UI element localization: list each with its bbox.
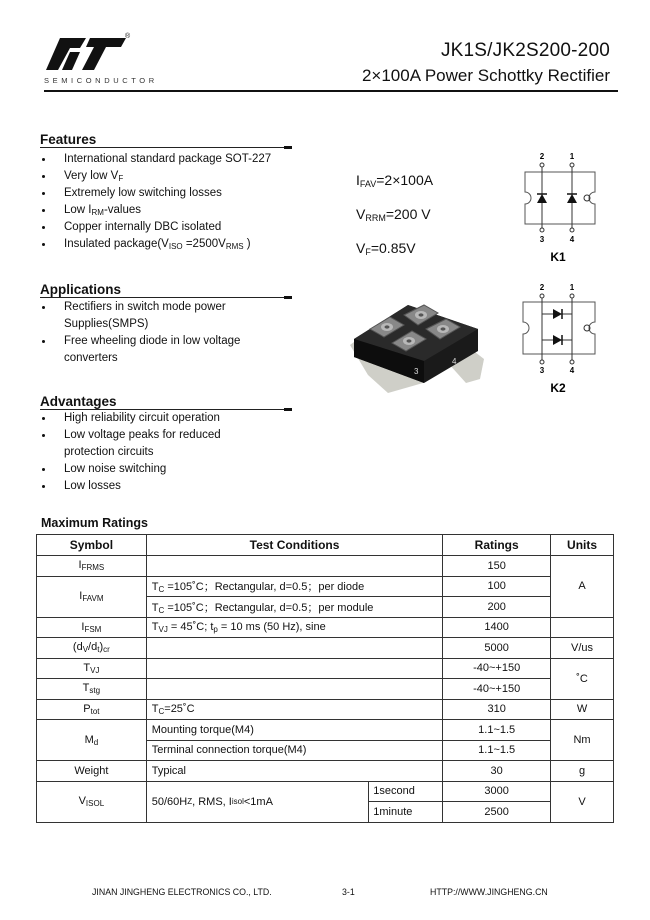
- list-item: Low losses: [40, 478, 288, 495]
- table-row: $I_{FSM}$ $T_{VJ}$ = 45˚C; $t_p = 10$ ms (50 Hz), sine 1400: [37, 617, 614, 638]
- list-item: Very low $V_F$: [40, 168, 288, 185]
- table-row: 2500: [37, 802, 614, 823]
- list-item: Low $I_{RM}$-values: [40, 202, 288, 219]
- package-pin-3: 3: [414, 367, 419, 376]
- list-item: protection circuits: [64, 446, 154, 458]
- footer-page: 3-1: [342, 887, 355, 897]
- product-subtitle: 2×100A Power Schottky Rectifier: [361, 66, 610, 85]
- list-item: International standard package SOT-227: [40, 151, 288, 168]
- k1-label: K1: [550, 250, 566, 264]
- part-number: JK1S/JK2S200-200: [440, 40, 610, 61]
- k1-circuit-diagram: [515, 150, 605, 266]
- company-tagline: SEMICONDUCTOR: [44, 76, 158, 85]
- header-ratings: Ratings: [443, 535, 551, 556]
- spec-ifav: $I_{FAV}=2\times 100A$: [356, 172, 434, 189]
- spec-vrrm: $V_{RRM}=200$ V: [356, 206, 431, 223]
- k1-pin-2: 2: [539, 152, 545, 161]
- table-row: $M_d$ Mounting torque(M4) 1.1~1.5 Nm: [37, 720, 614, 741]
- list-item: Extremely low switching losses: [40, 185, 288, 202]
- k2-pin-2: 2: [539, 283, 545, 292]
- table-row: $I_{FAVM}$ $T_C$ =105˚C；Rectangular, d=0.5；per diode 100: [37, 576, 614, 597]
- list-item: Copper internally DBC isolated: [40, 219, 288, 236]
- table-row: Terminal connection torque(M4) 1.1~1.5: [37, 740, 614, 761]
- features-title: Features: [40, 132, 97, 147]
- k1-pin-3: 3: [539, 235, 545, 244]
- table-row: $T_C$ =105˚C；Rectangular, d=0.5；per module 200: [37, 597, 614, 618]
- table-row: $V_{ISOL}$ 50/60H Z , RMS, I isol <1mA 1second 1minute 3000 V: [37, 781, 614, 802]
- table-row: $(d_V/d_t)_{cr}$ 5000 V/us: [37, 638, 614, 659]
- advantages-section: [40, 394, 288, 495]
- list-item: Low voltage peaks for reduced: [40, 427, 288, 444]
- table-row: $I_{FRMS}$ 150 A: [37, 556, 614, 577]
- spec-vf: $V_F=0.85V$: [356, 240, 416, 257]
- k1-pin-4: 4: [569, 235, 575, 244]
- list-item: Supplies(SMPS): [64, 318, 149, 330]
- header-units: Units: [551, 535, 614, 556]
- list-item: Free wheeling diode in low voltage: [40, 333, 288, 350]
- footer-url: HTTP://WWW.JINGHENG.CN: [430, 887, 548, 897]
- header-conditions: Test Conditions: [146, 535, 443, 556]
- applications-list: [40, 299, 288, 367]
- applications-section: [40, 282, 288, 367]
- features-section: [40, 132, 288, 253]
- k2-pin-3: 3: [539, 366, 545, 375]
- company-logo: [46, 38, 126, 70]
- advantages-list: [40, 410, 288, 495]
- k2-label: K2: [550, 381, 566, 395]
- features-list: [40, 151, 288, 253]
- header-divider: [44, 90, 618, 92]
- footer-company: JINAN JINGHENG ELECTRONICS CO., LTD.: [92, 887, 272, 897]
- table-header-row: [37, 535, 614, 556]
- sot227-package-image: [348, 295, 486, 395]
- k2-pin-1: 1: [569, 283, 575, 292]
- k2-pin-4: 4: [569, 366, 575, 375]
- ratings-title: Maximum Ratings: [41, 516, 148, 530]
- header-symbol: Symbol: [37, 535, 147, 556]
- list-item: High reliability circuit operation: [40, 410, 288, 427]
- features-rule: [40, 147, 288, 148]
- table-row: Weight Typical 30 g: [37, 761, 614, 782]
- list-item: Insulated $package(V_{ISO} =2500V_{RMS}$ ): [40, 236, 288, 253]
- k1-pin-1: 1: [569, 152, 575, 161]
- applications-title: Applications: [40, 282, 122, 297]
- list-item: Rectifiers in switch mode power: [40, 299, 288, 316]
- k2-circuit-diagram: [515, 282, 605, 398]
- table-row: $T_{stg}$ -40~+150: [37, 679, 614, 700]
- ratings-table: [36, 534, 614, 823]
- table-row: $P_{tot}$ $T_C=25˚C$ 310 W: [37, 699, 614, 720]
- list-item: converters: [64, 352, 118, 364]
- registered-mark: ®: [125, 33, 131, 40]
- list-item: Low noise switching: [40, 461, 288, 478]
- table-row: $T_{VJ}$ -40~+150 ˚C: [37, 658, 614, 679]
- advantages-title: Advantages: [40, 394, 117, 409]
- package-pin-4: 4: [452, 357, 457, 366]
- applications-rule: [40, 297, 288, 298]
